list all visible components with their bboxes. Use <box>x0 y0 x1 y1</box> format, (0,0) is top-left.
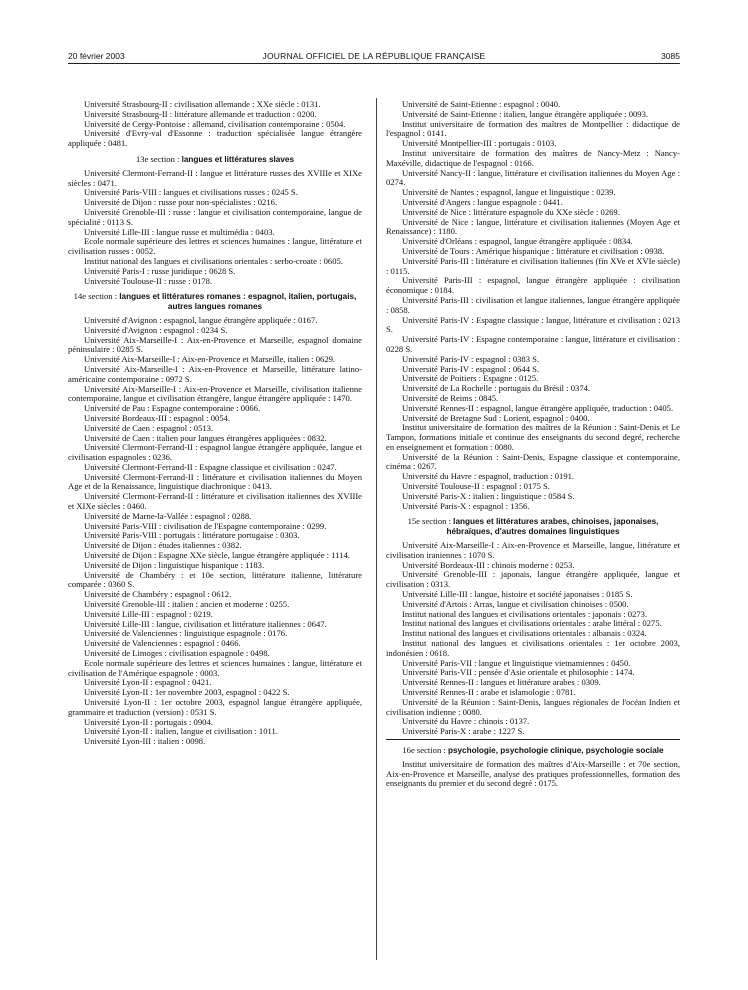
post-entry: Université de Pau : Espagne contemporaine : 0066. <box>84 403 261 414</box>
post-entry: Université Paris-X : arabe : 1227 S. <box>402 726 525 737</box>
post-entry: Université Lyon-II : espagnol : 0421. <box>84 677 212 688</box>
right-column <box>386 100 680 970</box>
section-title: psychologie, psychologie clinique, psychologie sociale <box>447 746 664 755</box>
post-entry: Université Rennes-II : arabe et islamologie : 0781. <box>402 687 576 698</box>
post-entry: Université Paris-IV : Espagne classique : langue, littérature et civilisation : 0213 S. <box>386 314 680 335</box>
post-entry: Université Clermont-Ferrand-II : littérature et civilisation italiennes des XVIIIe et XIXe siècles : 0460. <box>68 491 362 512</box>
post-entry: Université du Havre : espagnol, traduction : 0191. <box>402 471 575 482</box>
post-entry: Université de Poitiers : Espagne : 0125. <box>402 373 539 384</box>
header-journal-title: JOURNAL OFFICIEL DE LA RÉPUBLIQUE FRANÇAISE <box>262 51 486 61</box>
post-entry: Université Nancy-II : langue, littérature et civilisation italiennes du Moyen Age : 0274. <box>386 167 680 188</box>
section-heading <box>386 746 680 756</box>
column-divider <box>376 98 377 960</box>
post-entry: Université de Tours : Amérique hispanique : littérature et civilisation : 0938. <box>402 245 665 256</box>
post-entry: Université Lille-III : langue, histoire et société japonaises : 0185 S. <box>402 589 633 600</box>
post-entry: Université de Saint-Etienne : espagnol : 0040. <box>402 100 561 109</box>
header-date: 20 février 2003 <box>68 51 125 61</box>
section-heading <box>386 517 680 537</box>
post-entry: Université de Valenciennes : espagnol : 0466. <box>84 638 241 649</box>
post-entry: Université Paris-III : civilisation et langue italiennes, langue étrangère appliquée : 0858. <box>386 294 680 315</box>
post-entry: Université Rennes-II : langues et littérature arabes : 0309. <box>402 677 601 688</box>
post-entry: Université Bordeaux-III : chinois moderne : 0253. <box>402 559 575 570</box>
post-entry: Université de Reims : 0845. <box>402 392 499 403</box>
post-entry: Université Lille-III : langue russe et multimédia : 0403. <box>84 226 275 237</box>
post-entry: Institut universitaire de formation des maîtres de Montpellier : didactique de l'espagnol : 0141. <box>386 118 680 139</box>
post-entry: Université de Valenciennes : linguistique espagnole : 0176. <box>84 628 288 639</box>
post-entry: Institut universitaire de formation des maîtres de la Réunion : Saint-Denis et Le Tampon, formations initiale et continue des enseignants du second degré, recherche en enseignement et formation : 0080. <box>386 422 680 452</box>
post-entry: Université Paris-III : espagnol, langue étrangère appliquée : civilisation économique : 0184. <box>386 275 680 296</box>
post-entry: Institut national des langues et civilisations orientales : arabe littéral : 0275. <box>402 618 662 629</box>
post-entry: Université Aix-Marseille-I : Aix-en-Provence et Marseille, langue, littérature et civilisation iraniennes : 1070 S. <box>386 540 680 560</box>
section-number: 13e section : <box>136 153 182 164</box>
post-entry: Université Paris-I : russe juridique : 0628 S. <box>84 265 236 276</box>
post-entry: Université Strasbourg-II : littérature allemande et traduction : 0200. <box>84 108 317 119</box>
post-entry: Ecole normale supérieure des lettres et sciences humaines : langue, littérature et civilisation de l'Amérique espagnole : 0003. <box>68 657 362 678</box>
post-entry: Université Clermont-Ferrand-II : littérature et civilisation italiennes du Moyen Age et de la Renaissance, linguistique diachronique : 0413. <box>68 471 362 492</box>
post-entry: Université Aix-Marseille-I : Aix-en-Provence et Marseille, espagnol domaine péninsulaire : 0285 S. <box>68 334 362 355</box>
post-entry: Université Toulouse-II : espagnol : 0175 S. <box>402 481 550 492</box>
post-entry: Université Lille-III : espagnol : 0219. <box>84 608 213 619</box>
section-rule <box>386 739 680 740</box>
post-entry: Université Aix-Marseille-I : Aix-en-Provence et Marseille, italien : 0629. <box>84 354 336 365</box>
post-entry: Institut national des langues et civilisations orientales : albanais : 0324. <box>402 628 647 639</box>
post-entry: Université de la Réunion : Saint-Denis, langues régionales de l'océan Indien et civilisation indienne : 0080. <box>386 696 680 717</box>
post-entry: Université Aix-Marseille-I : Aix-en-Provence et Marseille, littérature latino-américaine contemporaine : 0972 S. <box>68 363 362 384</box>
post-entry: Université de Caen : espagnol : 0513. <box>84 422 214 433</box>
post-entry: Université de La Rochelle : portugais du Brésil : 0374. <box>402 383 591 394</box>
post-entry: Université Paris-III : littérature et civilisation italiennes (fin XVe et XVIe siècle) : 0115. <box>386 255 680 276</box>
post-entry: Université Lyon-II : italien, langue et civilisation : 1011. <box>84 726 278 737</box>
post-entry: Université Paris-IV : espagnol : 0383 S. <box>402 353 540 364</box>
post-entry: Université de Chambéry : et 10e section, littérature italienne, littérature comparée : 0360 S. <box>68 569 362 590</box>
section-heading <box>68 292 362 312</box>
post-entry: Université Paris-VIII : civilisation de l'Espagne contemporaine : 0299. <box>84 520 327 531</box>
post-entry: Université Rennes-II : espagnol, langue étrangère appliquée, traduction : 0405. <box>402 402 674 413</box>
post-entry: Université Paris-X : italien : linguistique : 0584 S. <box>402 490 575 501</box>
post-entry: Université Paris-X : espagnol : 1356. <box>402 500 530 511</box>
post-entry: Université Paris-IV : Espagne contemporaine : langue, littérature et civilisation : 0228 S. <box>386 334 680 354</box>
page-header <box>68 51 680 64</box>
post-entry: Université Lyon-II : portugais : 0904. <box>84 716 213 727</box>
post-entry: Université d'Avignon : espagnol, langue étrangère appliquée : 0167. <box>84 314 318 325</box>
post-entry: Université de la Réunion : Saint-Denis, Espagne classique et contemporaine, cinéma : 0267. <box>386 451 680 472</box>
header-page-number: 3085 <box>661 51 680 61</box>
section-number: 16e section : <box>402 745 448 755</box>
post-entry: Université d'Evry-val d'Essonne : traduction spécialisée langue étrangère appliquée : 0481. <box>68 128 362 149</box>
section-heading <box>68 155 362 165</box>
post-entry: Université Lyon-III : italien : 0098. <box>84 736 206 747</box>
post-entry: Université de Dijon : études italiennes : 0382. <box>84 540 242 551</box>
post-entry: Université d'Artois : Arras, langue et civilisation chinoises : 0500. <box>402 598 629 609</box>
post-entry: Université Grenoble-III : japonais, langue étrangère appliquée, langue et civilisation : 0313. <box>386 569 680 590</box>
post-entry: Université Paris-IV : espagnol : 0644 S. <box>402 363 540 374</box>
post-entry: Université de Caen : italien pour langues étrangères appliquées : 0832. <box>84 432 327 443</box>
post-entry: Université de Dijon : linguistique hispanique : 1183. <box>84 559 265 570</box>
post-entry: Université Paris-VIII : portugais : littérature portugaise : 0303. <box>84 530 300 541</box>
post-entry: Université Lille-III : langue, civilisation et littérature italiennes : 0647. <box>84 618 327 629</box>
post-entry: Université Aix-Marseille-I : Aix-en-Provence et Marseille, civilisation italienne contemporaine, langue et civilisation étrangère, langue étrangère appliquée : 1470. <box>68 383 362 404</box>
post-entry: Université Lyon-II : 1er novembre 2003, espagnol : 0422 S. <box>84 687 290 698</box>
section-number: 15e section : <box>407 516 454 527</box>
post-entry: Université d'Orléans : espagnol, langue étrangère appliquée : 0834. <box>402 236 633 247</box>
post-entry: Université de Nantes : espagnol, langue et linguistique : 0239. <box>402 187 616 198</box>
post-entry: Université du Havre : chinois : 0137. <box>402 716 530 727</box>
post-entry: Université Paris-VII : langue et linguistique vietnamiennes : 0450. <box>402 657 631 668</box>
post-entry: Université de Marne-la-Vallée : espagnol : 0288. <box>84 510 252 521</box>
post-entry: Institut universitaire de formation des maîtres d'Aix-Marseille : et 70e section, Aix-en-Provence et Marseille, analyse des pratiques professionnelles, formation des enseignants du premier et du second degré : 0175. <box>386 758 680 789</box>
post-entry: Université de Limoges : civilisation espagnole : 0498. <box>84 648 270 659</box>
post-entry: Université Grenoble-III : italien : ancien et moderne : 0255. <box>84 599 290 610</box>
post-entry: Institut national des langues et civilisations orientales : serbo-croate : 0605. <box>84 255 343 266</box>
post-entry: Université d'Avignon : espagnol : 0234 S. <box>84 324 228 335</box>
section-title: langues et littératures slaves <box>181 154 294 164</box>
post-entry: Université de Nice : langue, littérature et civilisation italiennes (Moyen Age et Renaissance) : 1180. <box>386 216 680 237</box>
post-entry: Université Clermont-Ferrand-II : Espagne classique et civilisation : 0247. <box>84 461 337 472</box>
post-entry: Université de Cergy-Pontoise : allemand, civilisation contemporaine : 0504. <box>84 118 346 129</box>
post-entry: Université Lyon-II : 1er octobre 2003, espagnol langue étrangère appliquée, grammaire et traduction (version) : 0531 S. <box>68 697 362 717</box>
section-title: langues et littératures romanes : espagnol, italien, portugais, autres langues romanes <box>119 292 357 312</box>
post-entry: Université Grenoble-III : russe : langue et civilisation contemporaine, langue de spécialité : 0113 S. <box>68 206 362 227</box>
post-entry: Institut universitaire de formation des maîtres de Nancy-Metz : Nancy-Maxéville, didactique de l'espagnol : 0166. <box>386 147 680 168</box>
section-title: langues et littératures arabes, chinoises, japonaises, hébraïques, d'autres domaines linguistiques <box>446 517 659 537</box>
post-entry: Institut national des langues et civilisations orientales : japonais : 0273. <box>402 608 648 619</box>
post-entry: Université de Chambéry : espagnol : 0612. <box>84 589 232 600</box>
post-entry: Université Montpellier-III : portugais : 0103. <box>402 138 557 149</box>
post-entry: Université d'Angers : langue espagnole : 0441. <box>402 196 563 207</box>
post-entry: Université de Nice : littérature espagnole du XXe siècle : 0269. <box>402 206 620 217</box>
post-entry: Université de Dijon : Espagne XXe siècle, langue étrangère appliquée : 1114. <box>84 550 350 561</box>
post-entry: Université Clermont-Ferrand-II : espagnol langue étrangère appliquée, langue et civilisation espagnoles : 0236. <box>68 442 362 463</box>
post-entry: Université de Saint-Etienne : italien, langue étrangère appliquée : 0093. <box>402 108 649 119</box>
post-entry: Institut national des langues et civilisations orientales : 1er octobre 2003, indonésien : 0618. <box>386 638 680 658</box>
post-entry: Université Strasbourg-II : civilisation allemande : XXe siècle : 0131. <box>84 100 321 109</box>
post-entry: Ecole normale supérieure des lettres et sciences humaines : langue, littérature et civilisation russes : 0052. <box>68 236 362 257</box>
post-entry: Université de Dijon : russe pour non-spécialistes : 0216. <box>84 197 278 208</box>
post-entry: Université Toulouse-II : russe : 0178. <box>84 275 213 286</box>
post-entry: Université Paris-VIII : langues et civilisations russes : 0245 S. <box>84 187 298 198</box>
section-number: 14e section : <box>73 291 120 302</box>
left-column <box>68 100 362 970</box>
post-entry: Université Bordeaux-III : espagnol : 0054. <box>84 412 231 423</box>
post-entry: Université Clermont-Ferrand-II : langue et littérature russes des XVIIIe et XIXe siècles : 0471. <box>68 167 362 188</box>
post-entry: Université Paris-VII : pensée d'Asie orientale et philosophie : 1474. <box>402 667 635 678</box>
post-entry: Université de Bretagne Sud : Lorient, espagnol : 0400. <box>402 412 590 423</box>
